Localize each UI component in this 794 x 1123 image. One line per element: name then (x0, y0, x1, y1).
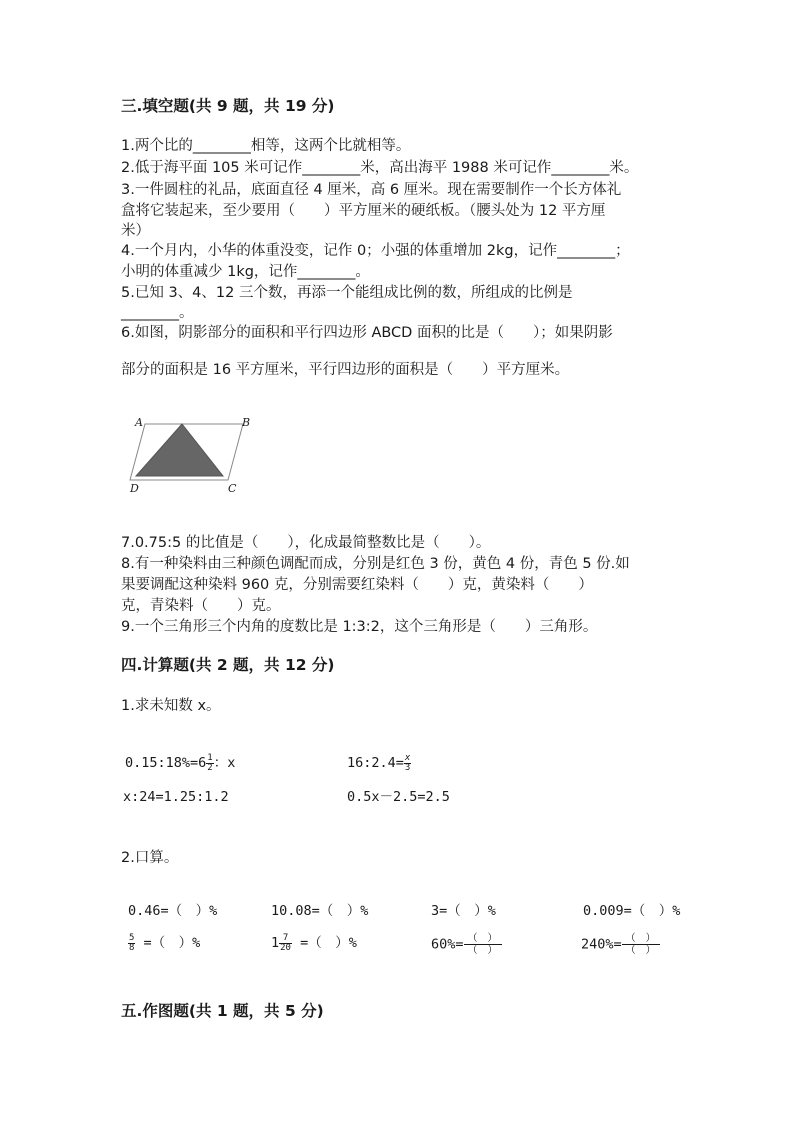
question-3-4-line2: 小明的体重减少 1kg，记作________。 (121, 264, 370, 280)
calc-3: 3=（ ）% (431, 903, 496, 919)
vertex-label-c: C (228, 482, 237, 495)
question-4-2-title: 2.口算。 (121, 850, 179, 866)
question-3-3-line2: 盒将它装起来，至少要用（ ）平方厘米的硬纸板。（腰头处为 12 平方厘 (121, 203, 606, 219)
question-3-2: 2.低于海平面 105 米可记作________米，高出海平 1988 米可记作________米。 (121, 160, 639, 176)
question-3-8-line3: 克，青染料（ ）克。 (121, 598, 281, 614)
parallelogram-figure (125, 410, 265, 500)
question-3-5-line2: ________。 (121, 305, 194, 321)
question-3-6-line1: 6.如图，阴影部分的面积和平行四边形 ABCD 面积的比是（ ）；如果阴影 (121, 325, 613, 341)
question-3-7: 7.0.75:5 的比值是（ ），化成最简整数比是（ ）。 (121, 535, 491, 551)
section-5-title: 五.作图题(共 1 题，共 5 分) (121, 1002, 324, 1020)
question-3-3-line1: 3.一件圆柱的礼品，底面直径 4 厘米，高 6 厘米。现在需要制作一个长方体礼 (121, 182, 622, 198)
calc-8: 240%= （ ） （ ） (581, 933, 660, 956)
calc-2: 10.08=（ ）% (271, 903, 369, 919)
calc-7-blank-fraction: （ ） （ ） (464, 933, 502, 956)
equation-1-right: ：x (213, 755, 236, 771)
calc-4: 0.009=（ ）% (583, 903, 681, 919)
calc-6-fraction: $\frac{7}{20}$ (280, 932, 291, 953)
question-3-1: 1.两个比的________相等，这两个比就相等。 (121, 138, 411, 154)
equation-2 (347, 753, 411, 773)
question-3-8-line2: 果要调配这种染料 960 克，分别需要红染料（ ）克，黄染料（ ） (121, 577, 593, 593)
section-4-title: 四.计算题(共 2 题，共 12 分) (121, 656, 335, 674)
question-3-6-line2: 部分的面积是 16 平方厘米，平行四边形的面积是（ ）平方厘米。 (121, 362, 570, 378)
question-3-3-line3: 米） (121, 223, 150, 239)
equation-1-fraction: $\frac{1}{2}$ (207, 752, 213, 773)
equation-2-fraction: $\frac{x}{3}$ (404, 752, 411, 773)
vertex-label-a: A (135, 416, 143, 429)
equation-3: x:24=1.25:1.2 (123, 789, 229, 805)
equation-1 (125, 753, 235, 773)
section-3-title: 三.填空题(共 9 题，共 19 分) (121, 97, 335, 115)
equation-2-left: 16:2.4= (347, 755, 404, 771)
calc-6: 1 $\frac{7}{20}$ =（ ）% (271, 932, 357, 953)
question-3-9: 9.一个三角形三个内角的度数比是 1:3:2，这个三角形是（ ）三角形。 (121, 619, 598, 635)
calc-5-fraction: $\frac{5}{8}$ (129, 932, 135, 953)
question-3-8-line1: 8.有一种染料由三种颜色调配而成，分别是红色 3 份，黄色 4 份，青色 5 份.如 (121, 556, 630, 572)
calc-1: 0.46=（ ）% (128, 903, 218, 919)
calc-7: 60%= （ ） （ ） (431, 933, 502, 956)
calc-8-blank-fraction: （ ） （ ） (622, 933, 660, 956)
question-3-5-line1: 5.已知 3、4、12 三个数，再添一个能组成比例的数，所组成的比例是 (121, 285, 573, 301)
calc-5: $\frac{5}{8}$ =（ ）% (129, 932, 201, 953)
vertex-label-d: D (130, 482, 139, 495)
question-3-4-line1: 4.一个月内，小华的体重没变，记作 0；小强的体重增加 2kg，记作________； (121, 243, 630, 259)
question-4-1-title: 1.求未知数 x。 (121, 698, 221, 714)
equation-4: 0.5x－2.5=2.5 (347, 789, 450, 805)
equation-1-left: 0.15:18%=6 (125, 755, 207, 771)
vertex-label-b: B (242, 416, 251, 429)
